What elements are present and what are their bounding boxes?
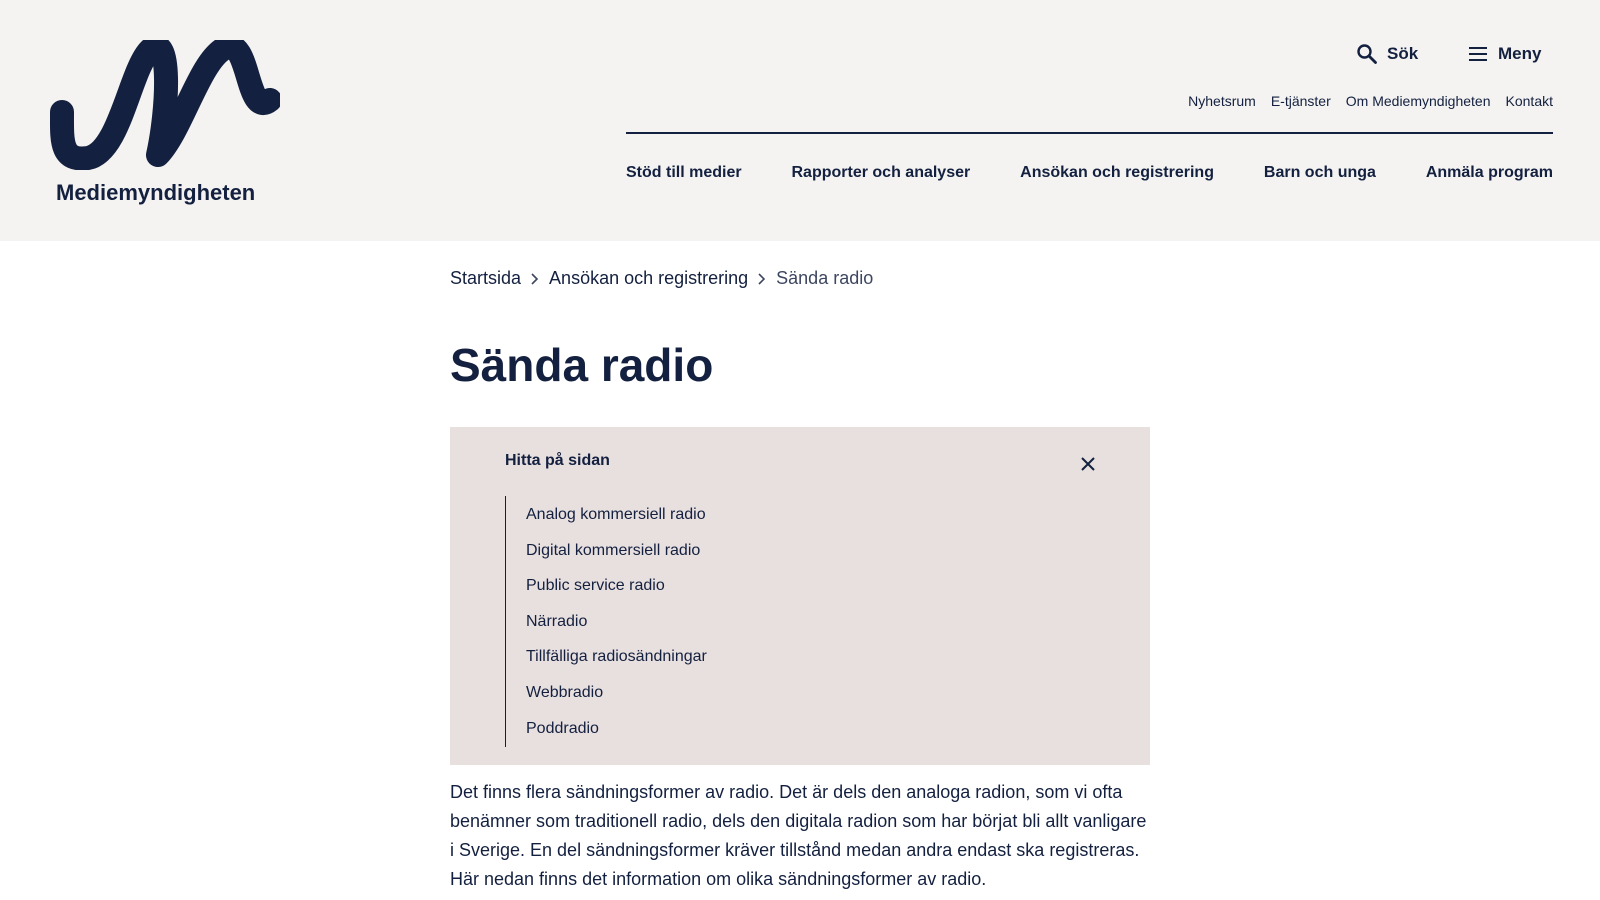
on-page-nav-item[interactable]: Poddradio bbox=[526, 719, 599, 737]
logo-mark-icon bbox=[50, 40, 280, 170]
main-nav-stod-till-medier[interactable]: Stöd till medier bbox=[626, 164, 742, 181]
nav-divider bbox=[626, 132, 1553, 134]
on-page-nav-title: Hitta på sidan bbox=[505, 452, 610, 469]
breadcrumb bbox=[450, 268, 873, 289]
chevron-right-icon bbox=[748, 270, 776, 288]
search-icon bbox=[1355, 42, 1379, 66]
breadcrumb-startsida[interactable]: Startsida bbox=[450, 268, 522, 288]
intro-paragraph: Det finns flera sändningsformer av radio. Det är dels den analoga radion, som vi ofta benämner som traditionell radio, dels den digitala radion som har börjat bli allt vanligare i Sverige. En del sändningsformer kräver tillstånd medan andra endast ska registreras. Här nedan finns det information om olika sändningsformer av radio. bbox=[450, 782, 1147, 889]
menu-button[interactable] bbox=[1466, 40, 1541, 68]
close-icon[interactable] bbox=[1078, 454, 1098, 474]
site-header bbox=[0, 0, 1600, 241]
on-page-nav-item[interactable]: Public service radio bbox=[526, 577, 665, 595]
on-page-nav-item[interactable]: Analog kommersiell radio bbox=[526, 506, 706, 523]
search-button[interactable] bbox=[1355, 40, 1418, 68]
menu-label: Meny bbox=[1498, 44, 1542, 63]
main-nav-barn-och-unga[interactable]: Barn och unga bbox=[1263, 164, 1376, 181]
breadcrumb-ansokan-och-registrering[interactable]: Ansökan och registrering bbox=[549, 268, 749, 288]
main-nav bbox=[626, 164, 1553, 182]
breadcrumb-current: Sända radio bbox=[776, 268, 874, 288]
on-page-nav-item[interactable]: Digital kommersiell radio bbox=[526, 541, 701, 559]
on-page-nav-list bbox=[505, 496, 905, 747]
chevron-right-icon bbox=[521, 270, 549, 288]
secondary-nav-nyhetsrum[interactable]: Nyhetsrum bbox=[1188, 93, 1256, 109]
secondary-nav-om-mediemyndigheten[interactable]: Om Mediemyndigheten bbox=[1345, 93, 1491, 109]
logo-text: Mediemyndigheten bbox=[56, 180, 256, 205]
secondary-nav-kontakt[interactable]: Kontakt bbox=[1505, 93, 1553, 109]
secondary-nav bbox=[1188, 93, 1553, 109]
menu-icon bbox=[1466, 42, 1490, 66]
main-nav-rapporter-och-analyser[interactable]: Rapporter och analyser bbox=[791, 164, 971, 181]
on-page-nav-item[interactable]: Närradio bbox=[526, 612, 588, 630]
on-page-nav-item[interactable]: Webbradio bbox=[526, 683, 604, 701]
site-logo[interactable] bbox=[50, 40, 280, 210]
on-page-nav-item[interactable]: Tillfälliga radiosändningar bbox=[526, 648, 707, 666]
main-nav-ansokan-och-registrering[interactable]: Ansökan och registrering bbox=[1020, 164, 1214, 181]
on-page-nav bbox=[450, 427, 1150, 765]
main-nav-anmala-program[interactable]: Anmäla program bbox=[1425, 164, 1553, 181]
secondary-nav-e-tjanster[interactable]: E-tjänster bbox=[1270, 93, 1331, 109]
page-title: Sända radio bbox=[450, 339, 714, 391]
search-label: Sök bbox=[1387, 44, 1419, 63]
